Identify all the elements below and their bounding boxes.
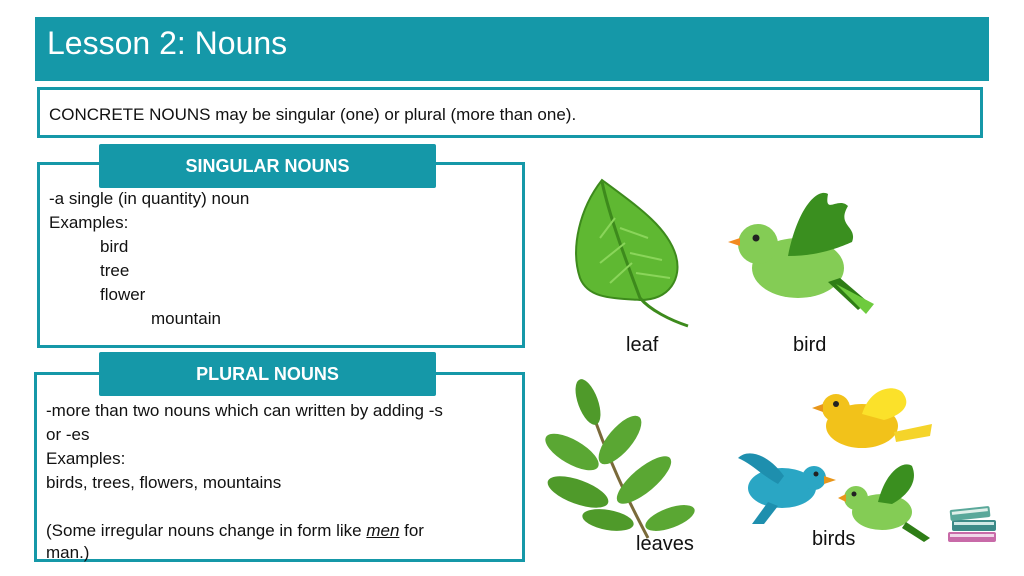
plural-note-emphasis: men [366,521,400,540]
plural-examples: birds, trees, flowers, mountains [46,473,282,492]
plural-examples-label: Examples: [46,449,126,468]
leaves-branch-icon [548,380,698,540]
singular-nouns-header: SINGULAR NOUNS [99,144,436,188]
plural-nouns-box [34,372,525,562]
singular-example: flower [100,285,146,304]
title-bar [35,17,989,81]
singular-example: bird [100,237,129,256]
singular-example: tree [100,261,130,280]
leaf-label: leaf [626,334,659,356]
singular-definition: -a single (in quantity) noun [49,189,250,208]
singular-examples-label: Examples: [49,213,129,232]
plural-note-line2: man.) [46,543,90,562]
singular-nouns-box [37,162,525,348]
books-icon [944,502,1000,546]
leaves-label: leaves [636,533,694,555]
plural-definition-line2: or -es [46,425,90,444]
intro-box [37,87,983,138]
plural-note-text: for [399,521,424,540]
leaf-icon [570,178,700,330]
bird-label: bird [793,334,827,356]
birds-label: birds [812,528,856,550]
blue-bird-icon [738,444,836,526]
plural-note [46,519,424,543]
intro-text: CONCRETE NOUNS may be singular (one) or plural (more than one). [49,105,577,124]
plural-nouns-header: PLURAL NOUNS [99,352,436,396]
plural-definition-line1: -more than two nouns which can written by adding -s [46,401,443,420]
singular-example: mountain [151,309,221,328]
page-title: Lesson 2: Nouns [47,25,288,61]
plural-note-text: (Some irregular nouns change in form like [46,521,367,540]
green-bird-icon [728,186,888,320]
